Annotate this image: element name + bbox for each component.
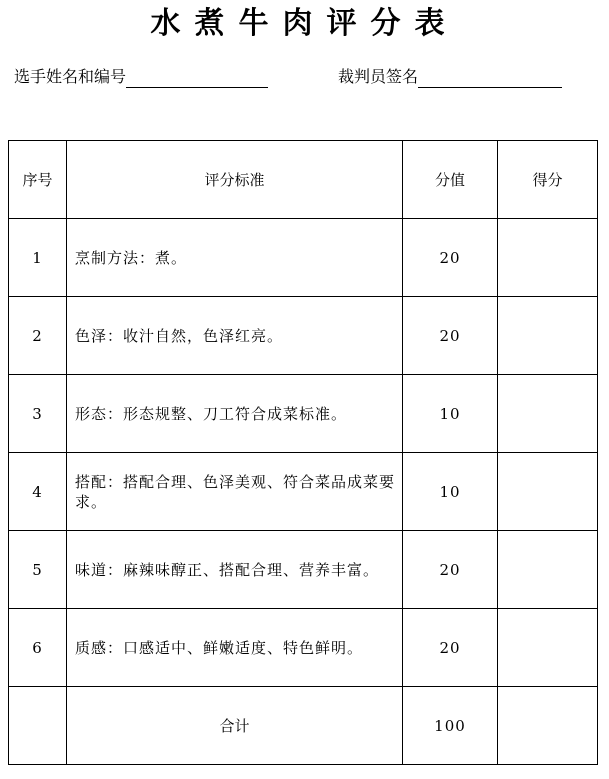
- table-total-row: [9, 687, 598, 765]
- table-row: [9, 609, 598, 687]
- row-criteria: 形态：形态规整、刀工符合成菜标准。: [67, 375, 403, 453]
- contestant-label: 选手姓名和编号: [14, 67, 127, 86]
- table-row: [9, 453, 598, 531]
- contestant-blank-line[interactable]: [126, 69, 268, 88]
- row-score-cell[interactable]: [498, 531, 598, 609]
- row-criteria: 味道：麻辣味醇正、搭配合理、营养丰富。: [67, 531, 403, 609]
- row-index: 2: [9, 297, 67, 375]
- total-score-cell[interactable]: [498, 687, 598, 765]
- row-score-cell[interactable]: [498, 219, 598, 297]
- row-score-cell[interactable]: [498, 297, 598, 375]
- row-score-cell[interactable]: [498, 375, 598, 453]
- table-row: [9, 297, 598, 375]
- row-criteria: 质感：口感适中、鲜嫩适度、特色鲜明。: [67, 609, 403, 687]
- header-criteria: 评分标准: [67, 141, 403, 219]
- row-criteria: 烹制方法：煮。: [67, 219, 403, 297]
- row-points: 20: [403, 297, 498, 375]
- judge-signature-line[interactable]: [418, 69, 562, 88]
- judge-field: [338, 66, 562, 88]
- row-points: 20: [403, 609, 498, 687]
- table-row: [9, 531, 598, 609]
- header-points: 分值: [403, 141, 498, 219]
- table-row: [9, 375, 598, 453]
- row-points: 20: [403, 531, 498, 609]
- table-row: [9, 219, 598, 297]
- row-points: 10: [403, 453, 498, 531]
- row-score-cell[interactable]: [498, 453, 598, 531]
- header-score: 得分: [498, 141, 598, 219]
- table-header-row: [9, 141, 598, 219]
- contestant-field: [14, 66, 268, 88]
- total-label: 合计: [67, 687, 403, 765]
- row-criteria: 搭配：搭配合理、色泽美观、符合菜品成菜要求。: [67, 453, 403, 531]
- row-points: 10: [403, 375, 498, 453]
- page-title: 水煮牛肉评分表: [150, 6, 459, 41]
- row-index: 5: [9, 531, 67, 609]
- total-empty-cell: [9, 687, 67, 765]
- row-index: 1: [9, 219, 67, 297]
- judge-label: 裁判员签名: [338, 67, 419, 86]
- row-index: 6: [9, 609, 67, 687]
- row-criteria: 色泽：收汁自然，色泽红亮。: [67, 297, 403, 375]
- row-index: 4: [9, 453, 67, 531]
- total-points: 100: [403, 687, 498, 765]
- row-score-cell[interactable]: [498, 609, 598, 687]
- scoring-table: [8, 140, 598, 765]
- row-index: 3: [9, 375, 67, 453]
- row-points: 20: [403, 219, 498, 297]
- header-index: 序号: [9, 141, 67, 219]
